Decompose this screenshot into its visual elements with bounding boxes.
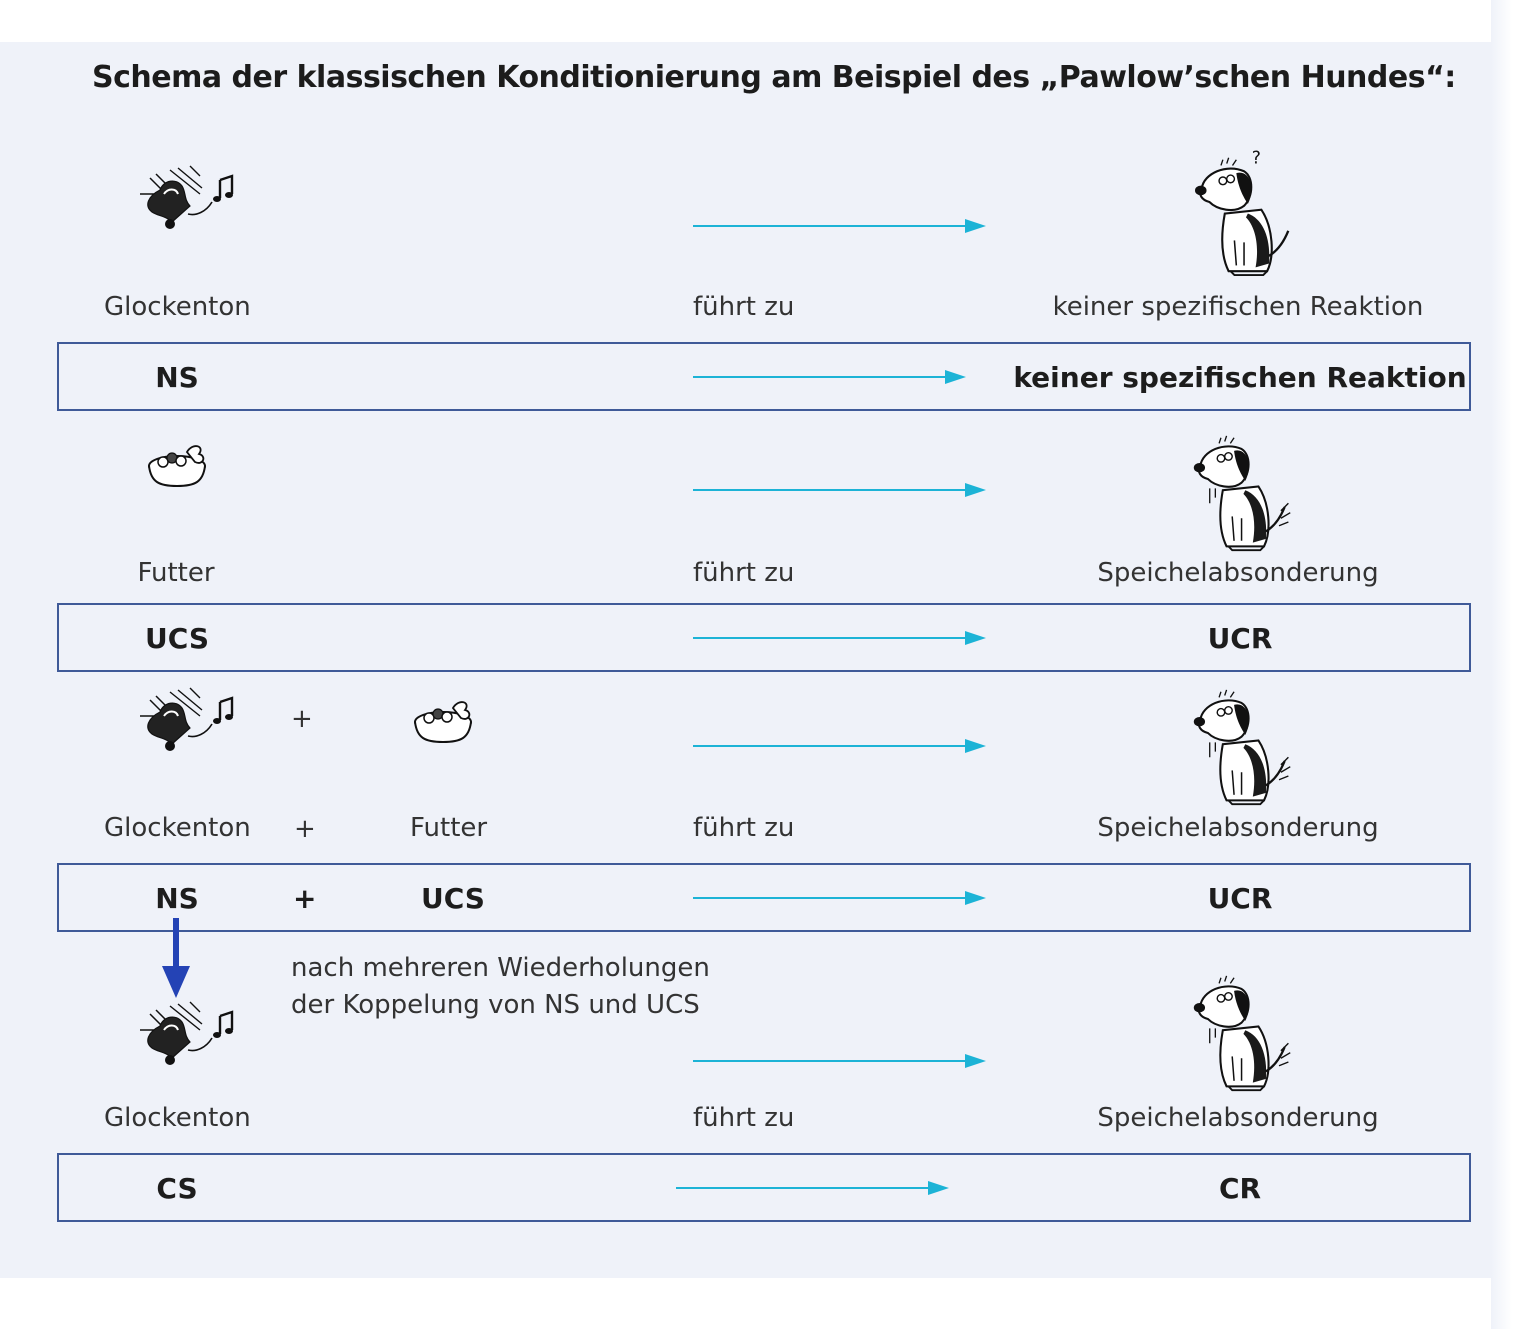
verb-label: führt zu [693,292,795,322]
stimulus-label: Glockenton [104,1103,251,1133]
response-label: Speichelabsonderung [1097,813,1379,843]
arrow-right-icon [676,1178,951,1198]
stimulus-label: Futter [137,558,215,588]
dog-salivating-icon [1180,974,1305,1092]
arrow-right-icon [693,628,988,648]
plus-sign: + [291,704,313,734]
note-line-1: nach mehreren Wiederholungen [291,953,710,983]
response-label: Speichelabsonderung [1097,1103,1379,1133]
dog-salivating-icon [1180,434,1305,552]
page-title: Schema der klassischen Konditionierung am Beispiel des „Pawlow’schen Hundes“: [92,60,1456,95]
box-stimulus: NS [155,361,199,394]
dog-salivating-icon [1180,688,1305,806]
bell-ringing-icon [120,1000,240,1070]
box-stimulus: UCS [145,622,209,655]
stimulus-label: Glockenton [104,292,251,322]
arrow-right-icon [693,1051,988,1071]
bell-ringing-icon [120,164,240,234]
arrow-right-icon [693,480,988,500]
box-response: UCR [1207,882,1273,915]
svg-text:?: ? [1251,148,1261,169]
food-bowl-icon [413,700,475,746]
bell-ringing-icon [120,686,240,756]
page-edge [1491,0,1521,1329]
verb-label: führt zu [693,813,795,843]
arrow-down-icon [160,918,192,1000]
verb-label: führt zu [693,1103,795,1133]
arrow-right-icon [693,888,988,908]
arrow-right-icon [693,736,988,756]
box-response: keiner spezifischen Reaktion [1013,361,1467,394]
stimulus2-label: Futter [410,813,488,843]
box-plus: + [293,882,317,915]
food-bowl-icon [147,444,209,490]
box-response: UCR [1207,622,1273,655]
arrow-right-icon [693,367,968,387]
note-line-2: der Koppelung von NS und UCS [291,990,700,1020]
stimulus-label: Glockenton [104,813,251,843]
box-stimulus: NS [155,882,199,915]
verb-label: führt zu [693,558,795,588]
arrow-right-icon [693,216,988,236]
response-label: keiner spezifischen Reaktion [1052,292,1424,322]
box-response: CR [1218,1172,1262,1205]
plus-label: + [294,814,316,844]
box-stimulus: CS [156,1172,198,1205]
response-label: Speichelabsonderung [1097,558,1379,588]
dog-confused-icon [1190,148,1300,277]
box-stimulus2: UCS [421,882,485,915]
